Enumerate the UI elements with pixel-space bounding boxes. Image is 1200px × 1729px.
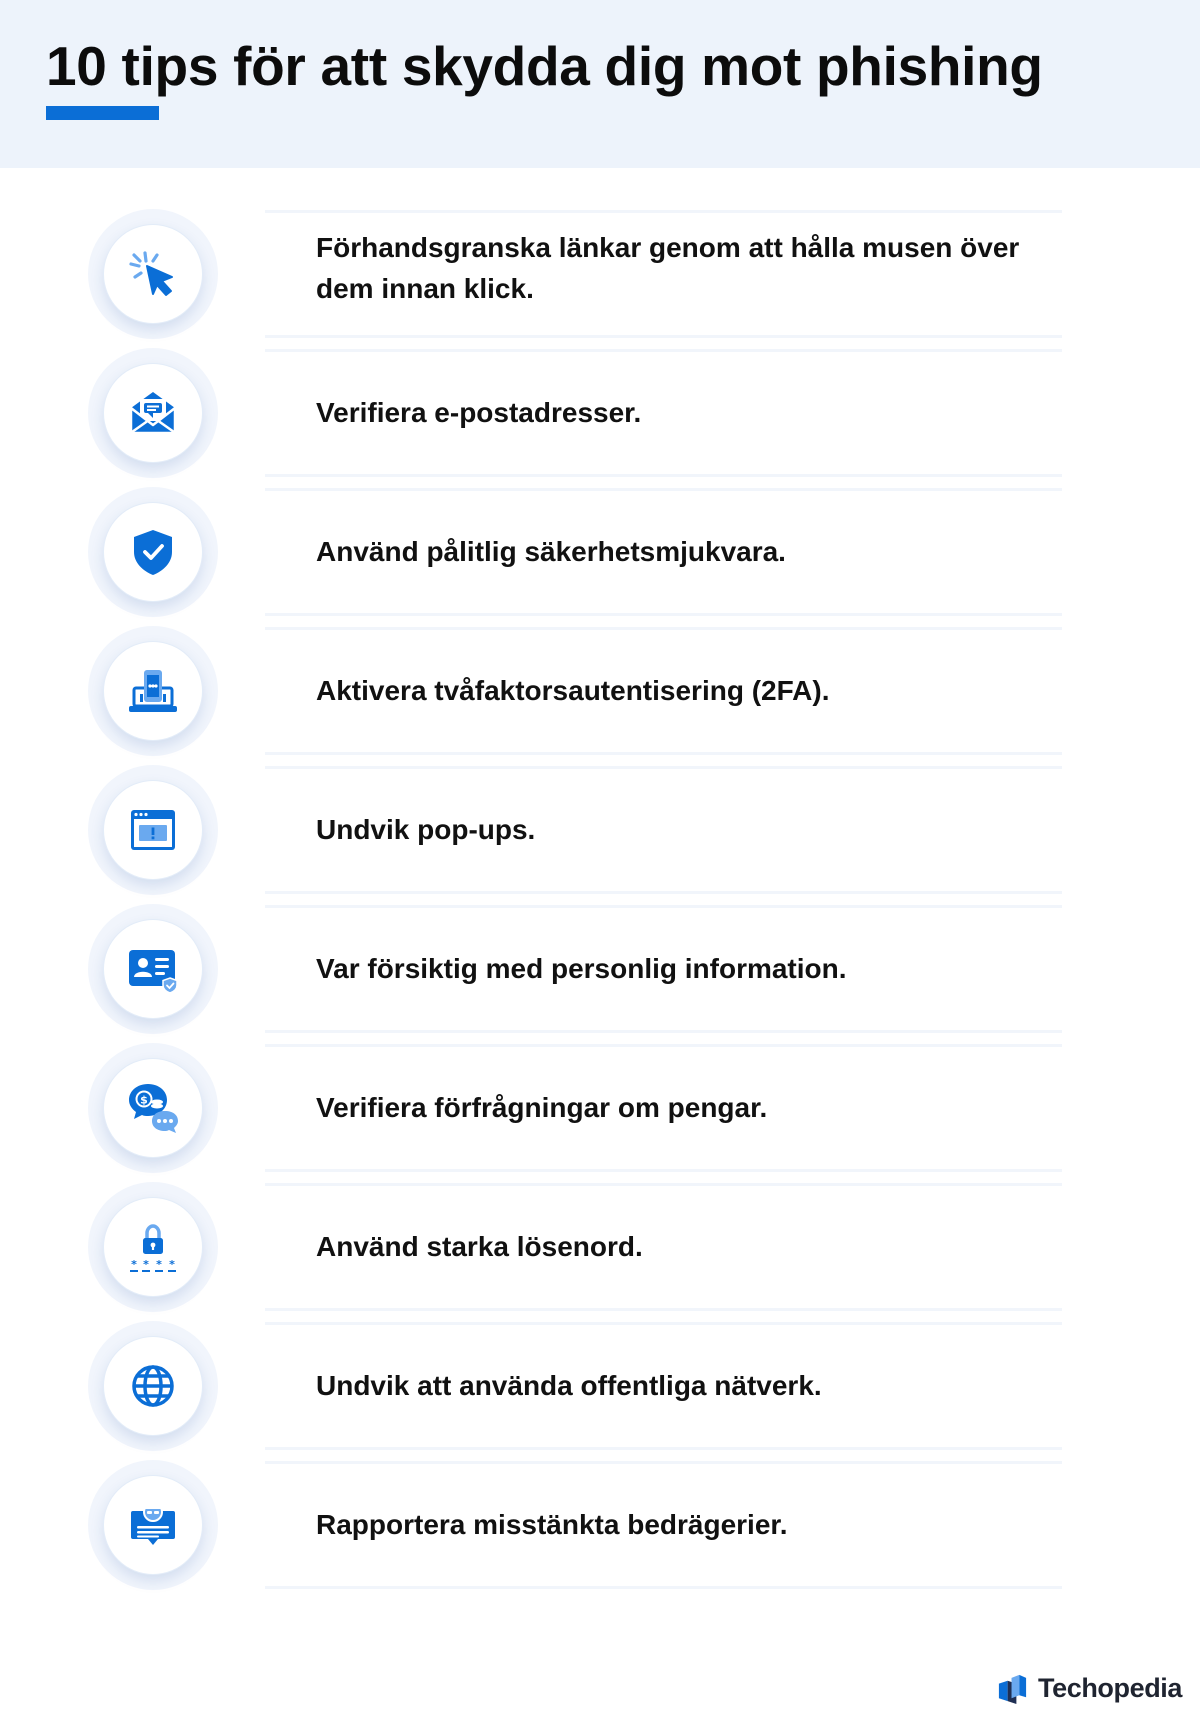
brand-name: Techopedia — [1038, 1672, 1183, 1703]
tip-text: Förhandsgranska länkar genom att hålla musen över dem innan klick. — [316, 232, 1020, 304]
tip-item — [0, 619, 1200, 759]
tip-text: Aktivera tvåfaktorsautentisering (2FA). — [316, 675, 830, 706]
tip-item — [0, 1453, 1200, 1593]
tip-text: Använd pålitlig säkerhetsmjukvara. — [316, 536, 786, 567]
tip-text: Var försiktig med personlig information. — [316, 953, 847, 984]
id-card-shield-icon — [104, 920, 202, 1018]
phone-laptop-2fa-icon — [104, 642, 202, 740]
page-title: 10 tips för att skydda dig mot phishing — [46, 35, 1043, 97]
tip-item — [0, 202, 1200, 342]
tip-item — [0, 480, 1200, 620]
globe-icon — [104, 1337, 202, 1435]
hacker-report-icon — [104, 1476, 202, 1574]
money-chat-icon — [104, 1059, 202, 1157]
lock-password-icon — [104, 1198, 202, 1296]
tip-item — [0, 758, 1200, 898]
email-envelope-icon — [104, 364, 202, 462]
tip-text: Verifiera e-postadresser. — [316, 397, 642, 428]
svg-text:$: $ — [140, 1093, 148, 1107]
tip-item — [0, 1036, 1200, 1176]
tip-item — [0, 1175, 1200, 1315]
techopedia-logo — [996, 1668, 1182, 1708]
svg-text:*: * — [169, 1258, 175, 1271]
techopedia-logo-icon — [996, 1672, 1029, 1705]
svg-text:*: * — [156, 1258, 162, 1271]
popup-window-icon — [104, 781, 202, 879]
tip-text: Använd starka lösenord. — [316, 1231, 643, 1262]
tip-item — [0, 1314, 1200, 1454]
tip-item — [0, 897, 1200, 1037]
tip-text: Verifiera förfrågningar om pengar. — [316, 1092, 768, 1123]
tip-text: Undvik pop-ups. — [316, 814, 536, 845]
tip-item — [0, 341, 1200, 481]
cursor-click-icon — [104, 225, 202, 323]
svg-text:*: * — [143, 1258, 149, 1271]
tip-text: Undvik att använda offentliga nätverk. — [316, 1370, 822, 1401]
tip-text: Rapportera misstänkta bedrägerier. — [316, 1509, 788, 1540]
shield-check-icon — [104, 503, 202, 601]
svg-text:*: * — [131, 1258, 137, 1271]
